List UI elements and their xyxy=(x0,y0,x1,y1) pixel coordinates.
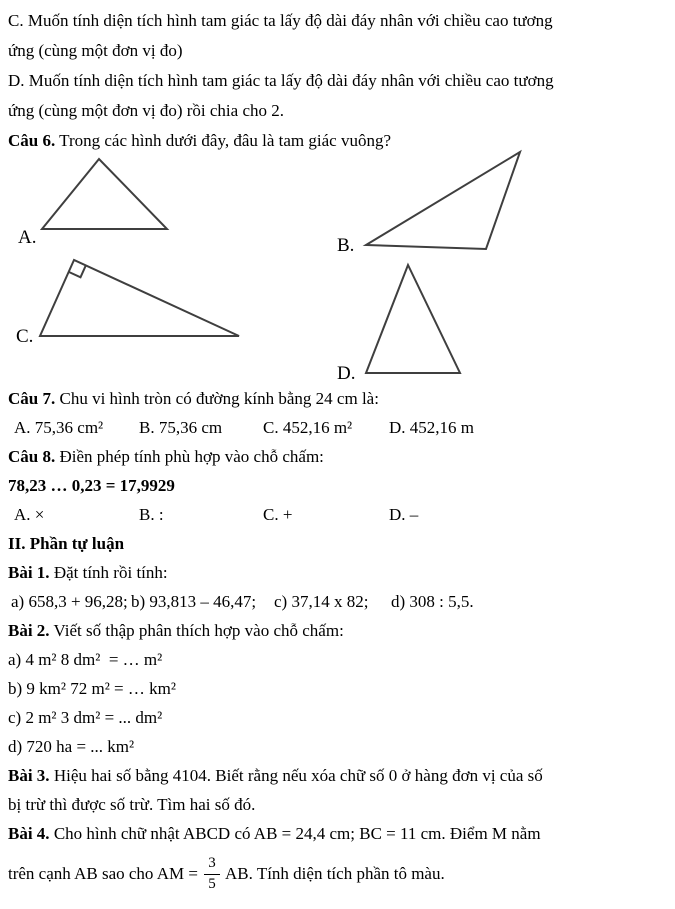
question-6-label: Câu 6. xyxy=(8,131,56,150)
question-7-text: Chu vi hình tròn có đường kính bằng 24 cm là: xyxy=(55,389,379,408)
q8-option-b: B. : xyxy=(139,505,164,524)
exercise-4-text2-after: AB. Tính diện tích phần tô màu. xyxy=(221,864,445,883)
exercise-4-line1 xyxy=(0,819,675,848)
question-6-figures xyxy=(0,148,675,384)
exercise-2-text: Viết số thập phân thích hợp vào chỗ chấm: xyxy=(49,621,344,640)
exercise-3-label: Bài 3. xyxy=(8,766,50,785)
exercise-2-heading xyxy=(0,616,675,645)
triangle-D xyxy=(366,265,460,373)
ex1-item-d: d) 308 : 5,5. xyxy=(391,592,474,611)
exercise-3-line1 xyxy=(0,761,675,790)
exercise-3-text1: Hiệu hai số bằng 4104. Biết rằng nếu xóa chữ số 0 ở hàng đơn vị của số xyxy=(49,766,543,785)
answer-options-cd xyxy=(0,6,675,156)
question-7-label: Câu 7. xyxy=(8,389,56,408)
exercise-4-text1: Cho hình chữ nhật ABCD có AB = 24,4 cm; BC = 11 cm. Điểm M nằm xyxy=(49,824,541,843)
q8-option-a: A. × xyxy=(14,505,45,524)
exercise-1-text: Đặt tính rồi tính: xyxy=(49,563,168,582)
fraction-three-fifths xyxy=(204,855,220,893)
fraction-denominator: 5 xyxy=(208,875,216,892)
ex1-item-b: b) 93,813 – 46,47; xyxy=(131,592,257,611)
question-8-equation: 78,23 … 0,23 = 17,9929 xyxy=(8,476,175,495)
option-c-line2: ứng (cùng một đơn vị đo) xyxy=(8,41,183,60)
q8-option-c: C. + xyxy=(263,505,293,524)
q7-option-d: D. 452,16 m xyxy=(389,418,474,437)
exercise-1-label: Bài 1. xyxy=(8,563,50,582)
question-8-heading xyxy=(0,442,675,471)
question-7-heading xyxy=(0,384,675,413)
exercise-4-label: Bài 4. xyxy=(8,824,50,843)
figure-label-A: A. xyxy=(18,227,37,248)
ex2-item-a: a) 4 m² 8 dm² = … m² xyxy=(8,650,163,669)
option-d-line2: ứng (cùng một đơn vị đo) rồi chia cho 2. xyxy=(8,101,284,120)
option-c-line1: C. Muốn tính diện tích hình tam giác ta lấy độ dài đáy nhân với chiều cao tương xyxy=(8,11,553,30)
exercise-1-items-row xyxy=(0,587,675,616)
q7-option-a: A. 75,36 cm² xyxy=(14,418,104,437)
figure-label-C: C. xyxy=(16,326,34,347)
option-d-line1: D. Muốn tính diện tích hình tam giác ta lấy độ dài đáy nhân với chiều cao tương xyxy=(8,71,554,90)
exercise-2-label: Bài 2. xyxy=(8,621,50,640)
figure-label-D: D. xyxy=(337,363,356,384)
exercise-1-heading xyxy=(0,558,675,587)
q6-figure xyxy=(0,148,675,384)
q8-option-d: D. – xyxy=(389,505,419,524)
triangle-B xyxy=(366,152,520,249)
ex2-item-c: c) 2 m² 3 dm² = ... dm² xyxy=(8,708,163,727)
question-6-text: Trong các hình dưới đây, đâu là tam giác vuông? xyxy=(55,131,392,150)
exercise-3-line2: bị trừ thì được số trừ. Tìm hai số đó. xyxy=(8,795,256,814)
ex2-item-b: b) 9 km² 72 m² = … km² xyxy=(8,679,176,698)
ex1-item-c: c) 37,14 x 82; xyxy=(274,592,369,611)
question-8-options-row xyxy=(0,500,675,529)
fraction-numerator: 3 xyxy=(204,855,220,874)
exercise-4-line2 xyxy=(0,848,675,900)
q7-option-b: B. 75,36 cm xyxy=(139,418,223,437)
figure-label-B: B. xyxy=(337,235,355,256)
exercise-4-text2-before: trên cạnh AB sao cho AM = xyxy=(8,864,203,883)
question-7-options-row xyxy=(0,413,675,442)
section-2-title: II. Phần tự luận xyxy=(8,534,125,553)
q7-option-c: C. 452,16 m² xyxy=(263,418,353,437)
ex2-item-d: d) 720 ha = ... km² xyxy=(8,737,135,756)
question-8-text: Điền phép tính phù hợp vào chỗ chấm: xyxy=(55,447,324,466)
ex1-item-a: a) 658,3 + 96,28; xyxy=(11,592,128,611)
question-8-label: Câu 8. xyxy=(8,447,56,466)
triangle-A xyxy=(42,159,167,229)
